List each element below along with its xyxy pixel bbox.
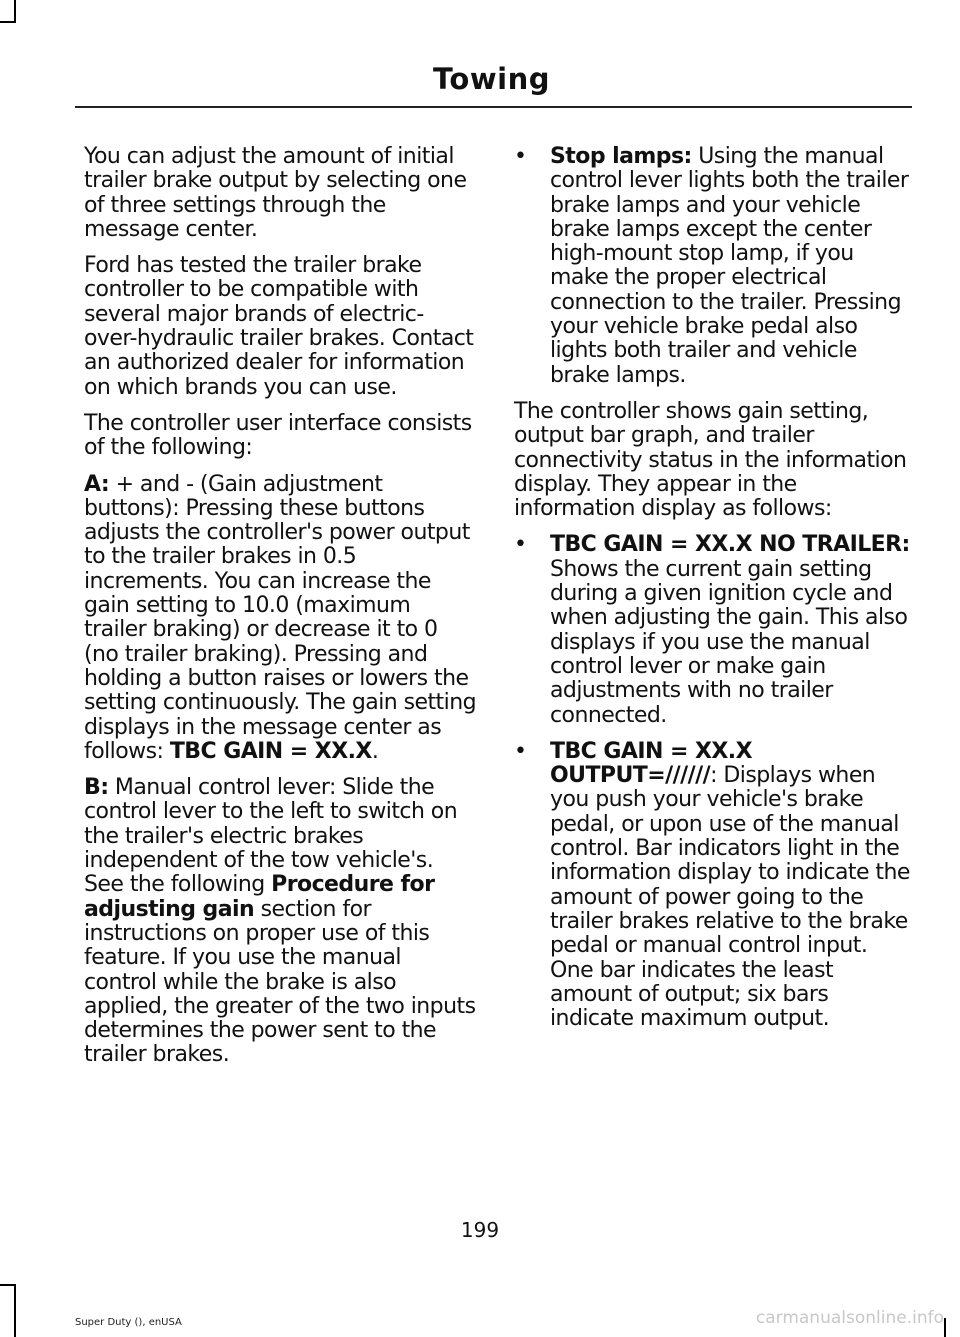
output-label: TBC GAIN = XX.X OUTPUT=////// xyxy=(550,738,753,789)
procedure-reference: Procedure for adjusting gain xyxy=(84,872,435,922)
document-info: Super Duty (), enUSA xyxy=(75,1317,182,1328)
paragraph-interface-intro: The controller user interface consists of the following: xyxy=(84,410,472,461)
bullet-stop-lamps xyxy=(514,145,914,388)
label-b: B: xyxy=(84,775,109,801)
paragraph-display-intro: The controller shows gain setting, output bar graph, and trailer connectivity status in the information display. They appear in the information display as follows: xyxy=(514,398,907,522)
paragraph-compatibility: Ford has tested the trailer brake controller to be compatible with several major brands of electric-over-hydraulic trailer brakes. Contact an authorized dealer for information on which brands you can use. xyxy=(84,253,474,400)
paragraph-initial-output: You can adjust the amount of initial trailer brake output by selecting one of three settings through the message center. xyxy=(84,144,467,242)
gain-display-code: TBC GAIN = XX.X xyxy=(169,738,372,764)
paragraph-gain-buttons xyxy=(84,473,476,765)
page-title: Towing xyxy=(433,62,550,96)
page-number: 199 xyxy=(460,1218,500,1242)
bullet-dot: • xyxy=(514,144,527,169)
manual-lever-text-a: Manual control lever: Slide the control lever to the left to switch on the trailer's electric brakes independent of the tow vehicle's. See the following xyxy=(84,775,458,898)
crop-mark-top-left-horizontal xyxy=(0,21,16,23)
crop-mark-top-left-vertical xyxy=(14,0,16,22)
output-text: : Displays when you push your vehicle's brake pedal, or upon use of the manual control. Bar indicators light in the information display to indicate the amount of power going to the trailer brakes relative to the brake pedal or manual control input. One bar indicates the least amount of output; six bars indicate maximum output. xyxy=(550,763,910,1032)
paragraph-manual-lever xyxy=(84,776,476,1068)
label-a: A: xyxy=(84,471,110,497)
crop-mark-bottom-left-vertical xyxy=(14,1284,16,1337)
watermark: carmanualsonline.info xyxy=(755,1308,944,1328)
header-divider xyxy=(75,106,912,108)
gain-buttons-end: . xyxy=(371,738,379,764)
bullet-dot: • xyxy=(514,532,527,558)
bullet-no-trailer xyxy=(514,533,914,727)
bullet-dot: • xyxy=(514,738,527,764)
manual-lever-text-b: section for instructions on proper use of this feature. If you use the manual control while the brake is also applied, the greater of the two inputs determines the power sent to the trailer brakes. xyxy=(84,896,476,1068)
left-column xyxy=(84,145,476,1080)
crop-mark-bottom-left-horizontal xyxy=(0,1284,16,1286)
bullet-output xyxy=(514,740,914,1032)
no-trailer-text: Shows the current gain setting during a given ignition cycle and when adjusting the gain. This also displays if you use the manual control lever or make gain adjustments with no trailer connected. xyxy=(550,556,908,728)
no-trailer-label: TBC GAIN = XX.X NO TRAILER: xyxy=(550,532,910,558)
gain-buttons-text: + and - (Gain adjustment buttons): Pressing these buttons adjusts the controller's power output to the trailer brakes in 0.5 increments. You can increase the gain setting to 10.0 (maximum trailer braking) or decrease it to 0 (no trailer braking). Pressing and holding a button raises or lowers the setting continuously. The gain setting displays in the message center as follows: xyxy=(84,471,477,764)
stop-lamps-label: Stop lamps: xyxy=(550,144,692,169)
right-column xyxy=(514,145,914,1043)
stop-lamps-text: Using the manual control lever lights both the trailer brake lamps and your vehicle brake lamps except the center high-mount stop lamp, if you make the proper electrical connection to the trailer. Pressing your vehicle brake pedal also lights both trailer and vehicle brake lamps. xyxy=(550,144,909,388)
crop-mark-bottom-right-vertical xyxy=(944,1318,946,1337)
